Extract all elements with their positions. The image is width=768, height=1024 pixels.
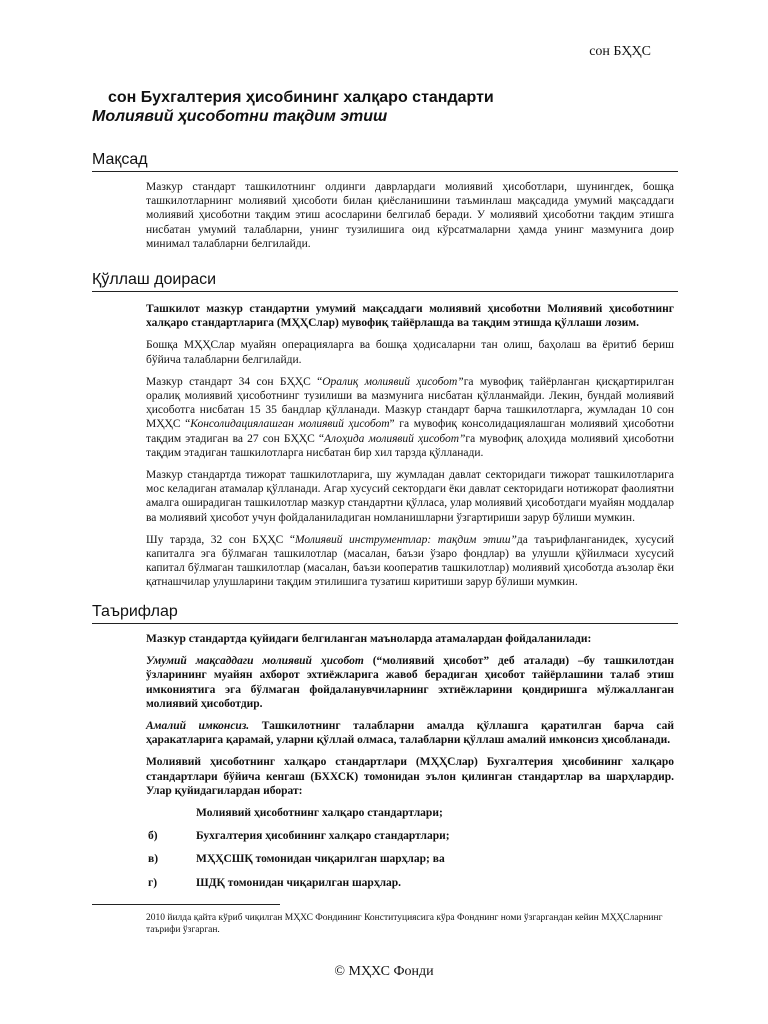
scope-paragraph-1: Ташкилот мазкур стандартни умумий мақсаддаги молиявий ҳисоботни Молиявий ҳисоботнинг халқаро стандартларига (МҲҲСлар) мувофиқ тайёрлашда ва тақдим этишда қўллаши лозим. bbox=[146, 303, 674, 330]
definitions-paragraph-4: Молиявий ҳисоботнинг халқаро стандартлари (МҲҲСлар) Бухгалтерия ҳисобининг халқаро стандартлари бўйича кенгаш (БХХСК) томонидан эълон қилинган стандартлар ва шарҳлардир. Улар қуйидагилардан иборат: bbox=[146, 756, 674, 797]
section-goal-body bbox=[146, 180, 674, 259]
list-item bbox=[146, 829, 674, 843]
document-title bbox=[92, 88, 692, 126]
list-text: ШДҚ томонидан чиқарилган шарҳлар. bbox=[196, 876, 402, 889]
list-item bbox=[146, 852, 674, 866]
definitions-paragraph-2: Умумий мақсаддаги молиявий ҳисобот (“молиявий ҳисобот” деб аталади) –бу ташкилотдан ўзларининг муайян ахборот эхтиёжларига жавоб берадиган ҳисобот тайёрлашини талаб этиш имкониятига эга бўлмаган фойдаланувчиларнинг эхтиёжларини қондиришга мўлжалланган молиявий ҳисоботдир. bbox=[146, 655, 674, 710]
title-line-1: сон Бухгалтерия ҳисобининг халқаро стандарти bbox=[108, 89, 494, 106]
copyright-footer: © МҲХС Фонди bbox=[334, 964, 434, 979]
definitions-paragraph-3: Амалий имконсиз. Ташкилотнинг талабларни амалда қўллашга қаратилган барча сай ҳаракатларига қарамай, уларни қўллай олмаса, талабларни қўллаш амалий имконсиз ҳисобланади. bbox=[146, 720, 675, 747]
list-item bbox=[146, 806, 674, 820]
list-marker bbox=[148, 806, 196, 820]
section-scope-body bbox=[146, 302, 674, 598]
ifrs-list bbox=[146, 806, 674, 890]
section-definitions-body bbox=[146, 632, 674, 899]
goal-paragraph: Мазкур стандарт ташкилотнинг олдинги даврлардаги молиявий ҳисоботлари, шунингдек, бошқа ташкилотларнинг молиявий ҳисоботи билан қиёсланишини таъминлаш мақсадида умумий мақсаддаги молиявий ҳисоботни тақдим этиш асосларини белгилаб беради. У молиявий ҳисоботни тақдим этишга нисбатан умумий талабларни, унинг тузилишига оид кўрсатмаларни ҳамда унинг мазмунига доир минимал талабларни белгилайди. bbox=[146, 181, 674, 250]
list-marker: г) bbox=[148, 876, 158, 889]
footnote: 2010 йилда қайта кўриб чиқилган МҲХС Фондининг Конституциясига кўра Фонднинг номи ўзгаргандан кейин МҲҲСларнинг таърифи ўзгарган. bbox=[146, 913, 663, 935]
list-marker: б) bbox=[148, 830, 158, 843]
scope-paragraph-4: Мазкур стандартда тижорат ташкилотларига, шу жумладан давлат секторидаги тижорат ташкилотларига мос келадиган атамалар қўлланади. Агар хусусий сектордаги ёки давлат секторидаги нотижорат фаолиятни амалга оширадиган ташкилотлар мазкур стандартни қўлласа, улар молиявий ҳисоботдаги муайян моддалар ва молиявий ҳисобот учун фойдаланиладиган номланишларни ўзгартириши зарур бўлиши мумкин. bbox=[146, 469, 674, 524]
list-marker: в) bbox=[148, 853, 159, 866]
footnote-divider bbox=[92, 904, 280, 905]
scope-paragraph-5: Шу тарзда, 32 сон БҲҲС “Молиявий инструментлар: тақдим этиш”да таърифланганидек, хусусий капиталга эга бўлмаган ташкилотлар (масалан, баъзи ўзаро фондлар) ва улушли қўйилмаси хусусий капитал бўлмаган ташкилотлар (масалан, баъзи кооператив ташкилотлар) молиявий ҳисоботда аъзолар ёки қатнашчилар улушларини тақдим этилишига тузатиш киритиши зарур бўлиши мумкин. bbox=[146, 533, 674, 589]
section-heading-definitions: Таърифлар bbox=[92, 602, 678, 624]
section-goal bbox=[92, 150, 678, 172]
header-standard-label: сон БҲҲС bbox=[589, 44, 651, 59]
scope-paragraph-3: Мазкур стандарт 34 сон БҲҲС “Оралиқ молиявий ҳисобот”га мувофиқ тайёрланган қисқартирилган оралиқ молиявий ҳисоботнинг тузилиши ва мазмунига нисбатан қўлланмайди. Лекин, бундай молиявий ҳисоботга нисбатан 15 35 бандлар қўлланади. Мазкур стандарт барча ташкилотларга, жумладан 10 сон МҲҲС “Консолидациялашган молиявий ҳисобот” га мувофиқ консолидациялашган молиявий ҳисоботни тақдим этадиган ва 27 сон БҲҲС “Алоҳида молиявий ҳисобот”га мувофиқ алоҳида молиявий ҳисоботни тақдим этадиган ташкилотларга нисбатан бир хил тарзда қўлланади. bbox=[146, 375, 674, 459]
list-text: Молиявий ҳисоботнинг халқаро стандартлари; bbox=[196, 807, 443, 820]
section-heading-scope: Қўллаш доираси bbox=[92, 270, 678, 292]
definitions-paragraph-1: Мазкур стандартда қуйидаги белгиланган маъноларда атамалардан фойдаланилади: bbox=[146, 633, 592, 645]
title-line-2: Молиявий ҳисоботни тақдим этиш bbox=[92, 108, 388, 125]
scope-paragraph-2: Бошқа МҲҲСлар муайян операцияларга ва бошқа ҳодисаларни тан олиш, баҳолаш ва ёритиб бериш бўйича талабларни белгилайди. bbox=[146, 339, 674, 366]
list-text: Бухгалтерия ҳисобининг халқаро стандартлари; bbox=[196, 830, 450, 843]
section-heading-goal: Мақсад bbox=[92, 150, 678, 172]
list-text: МҲҲСШҚ томонидан чиқарилган шарҳлар; ва bbox=[196, 853, 445, 866]
section-scope bbox=[92, 270, 678, 292]
list-item bbox=[146, 876, 674, 890]
section-definitions bbox=[92, 602, 678, 624]
